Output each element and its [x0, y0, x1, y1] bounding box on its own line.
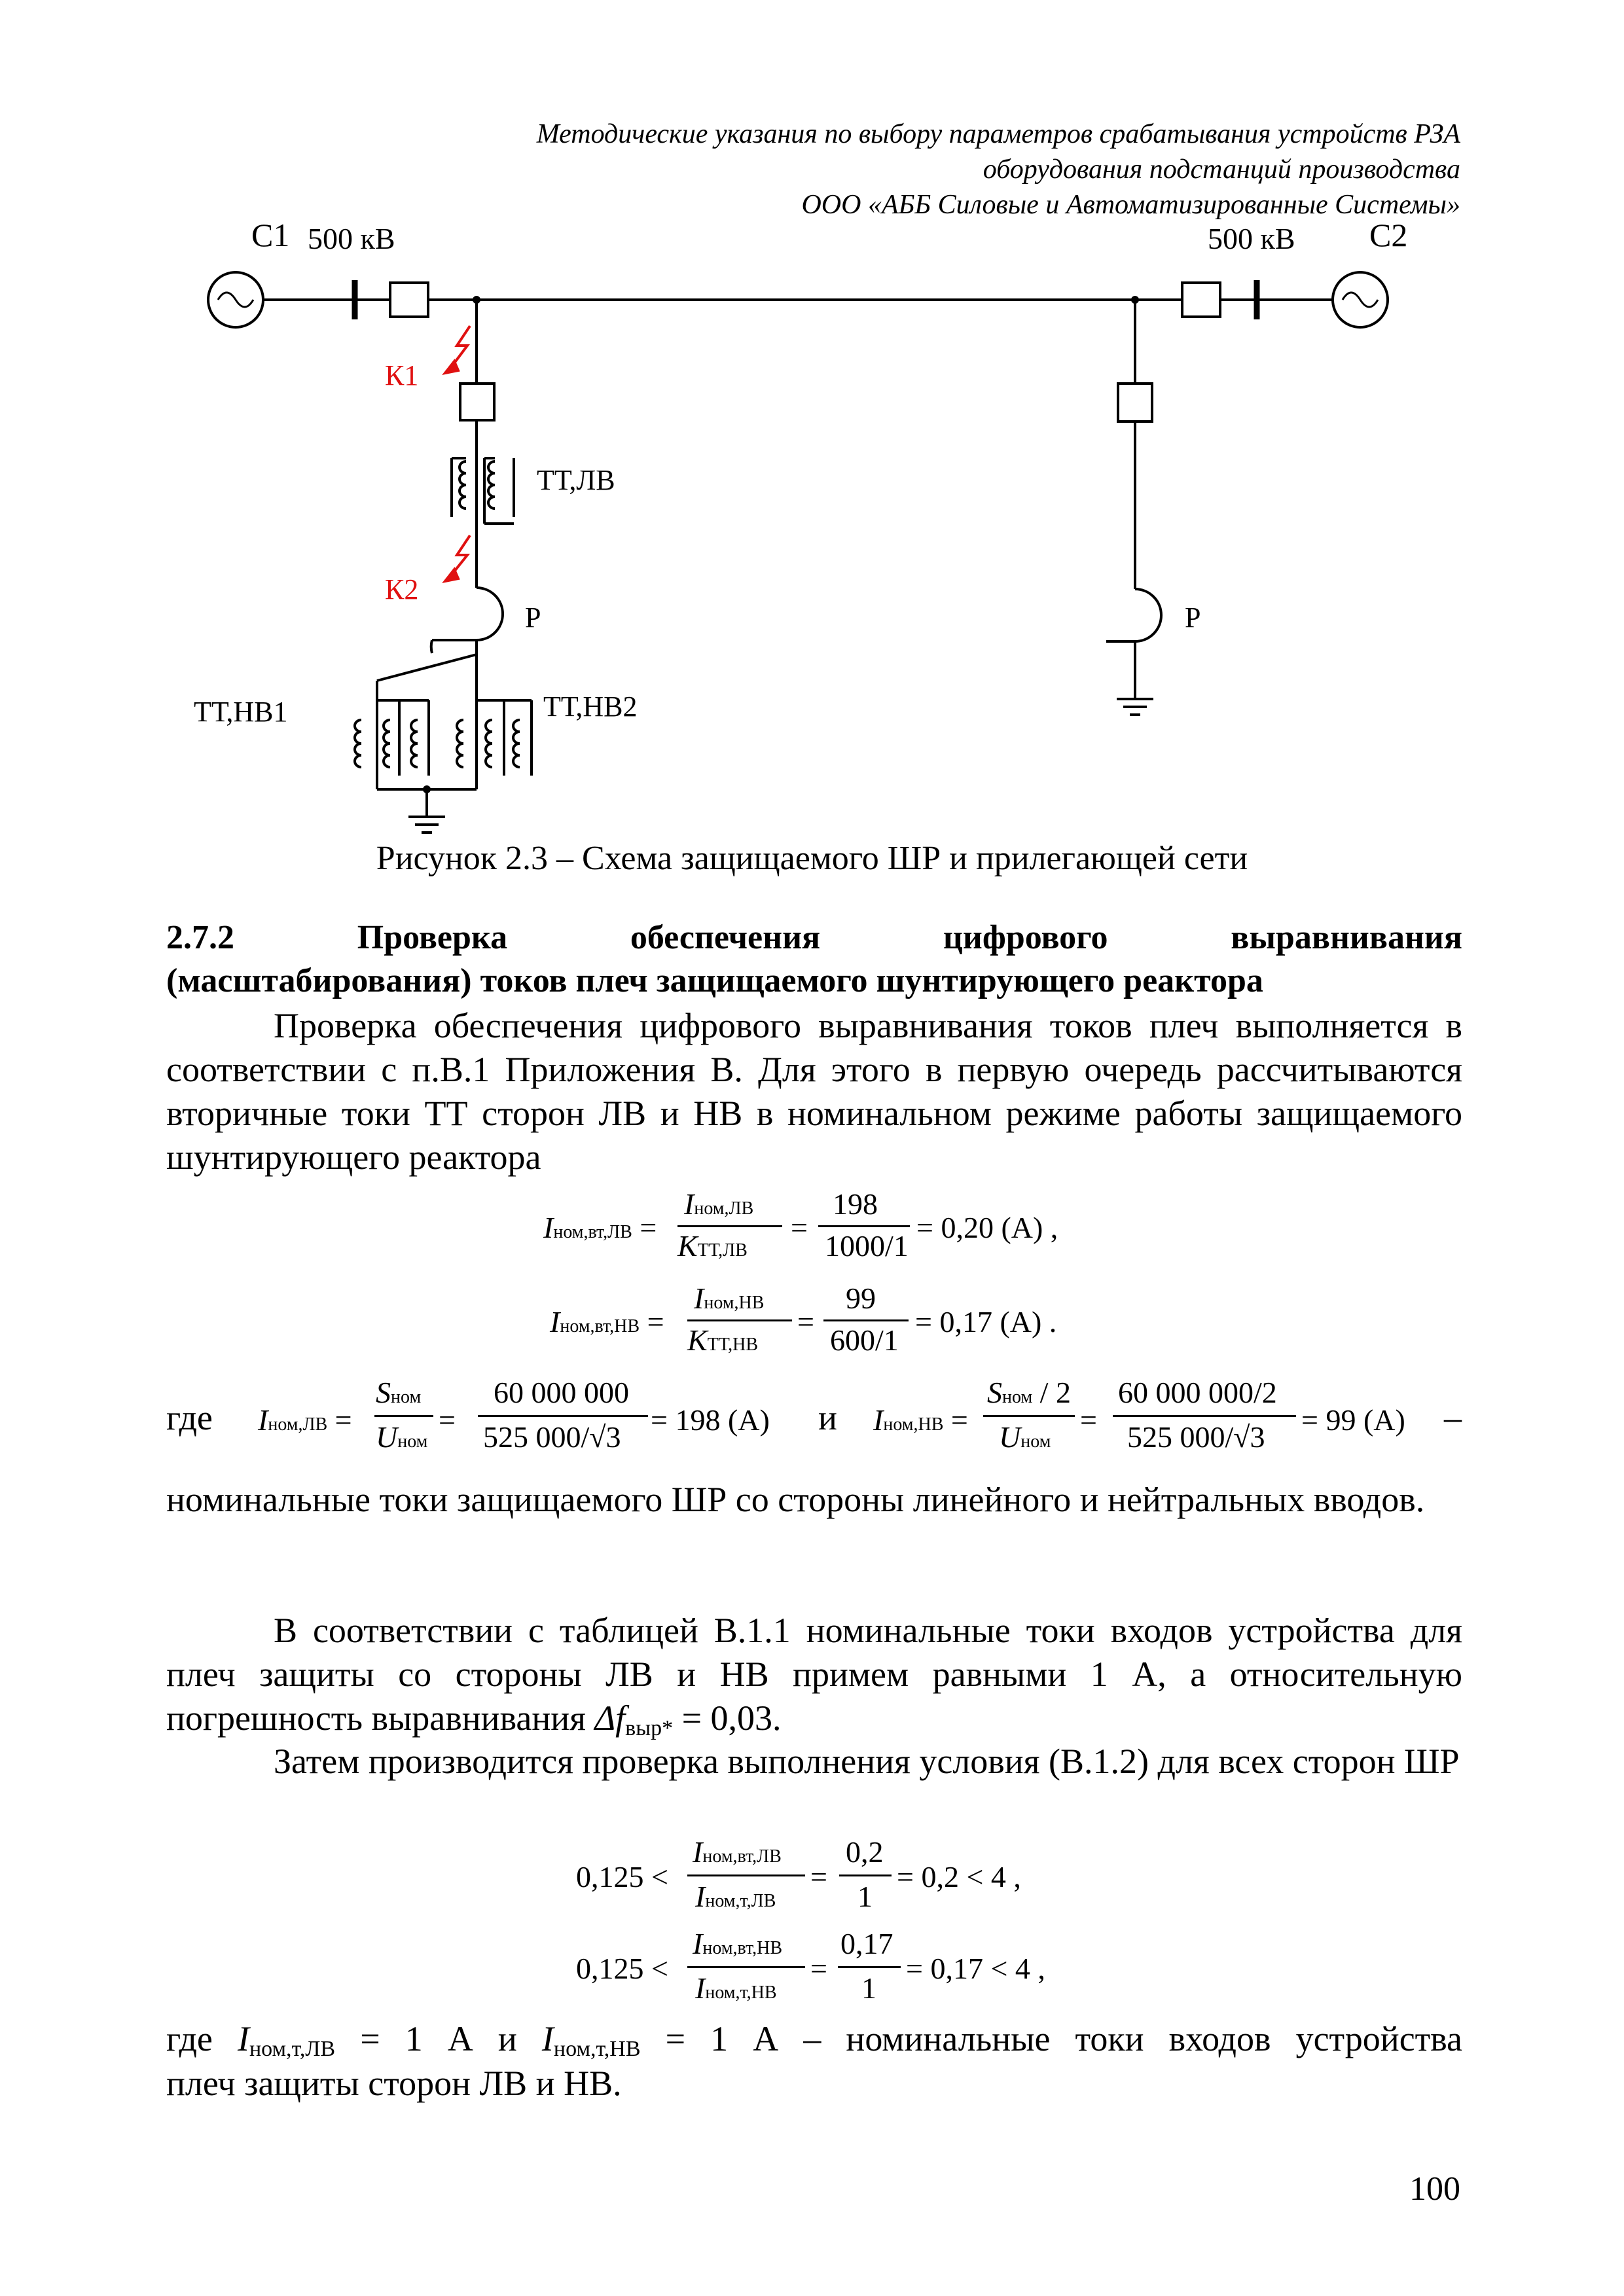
label-c1: С1	[251, 217, 290, 253]
label-kv-right: 500 кВ	[1208, 222, 1295, 255]
paragraph-3: В соответствии с таблицей В.1.1 номинальные токи входов устройства для плеч защиты со стороны ЛВ и НВ примем равными 1 А, а относительную погрешность выравнивания Δfвыр* = 0,03.	[166, 1611, 1462, 1740]
label-tt-lv: ТТ,ЛВ	[537, 464, 615, 496]
equation-3: 0,125 < Iном,вт,ЛВ Iном,т,ЛВ = 0,2 1 = 0,2 < 4 ,	[576, 1835, 1021, 1913]
paragraph-2: номинальные токи защищаемого ШР со стороны линейного и нейтральных вводов.	[166, 1480, 1425, 1519]
reactor-left-symbol	[477, 588, 503, 640]
junction-dot-right	[1131, 296, 1139, 304]
breaker-reactor-left	[460, 384, 494, 420]
reactor-right-symbol	[1135, 589, 1161, 641]
equation-1: Iном,вт,ЛВ = Iном,ЛВ KТТ,ЛВ = 198 1000/1 = 0,20 (А) ,	[543, 1187, 1058, 1263]
paragraph-5-line-2: плеч защиты сторон ЛВ и НВ.	[166, 2064, 622, 2103]
equation-2: Iном,вт,НВ = Iном,НВ KТТ,НВ = 99 600/1 = 0,17 (А) .	[550, 1282, 1057, 1357]
label-k1: К1	[385, 359, 419, 391]
breaker-right	[1182, 283, 1220, 317]
figure-caption: Рисунок 2.3 – Схема защищаемого ШР и прилегающей сети	[376, 840, 1248, 877]
junction-dot-left	[473, 296, 480, 304]
breaker-left	[390, 283, 428, 317]
equation-4: 0,125 < Iном,вт,НВ Iном,т,НВ = 0,17 1 = 0,17 < 4 ,	[576, 1927, 1045, 2005]
junction-dot-ground	[423, 785, 431, 793]
header-line-3: ООО «АББ Силовые и Автоматизированные Системы»	[801, 190, 1460, 220]
fault-k1-arrow	[445, 326, 470, 373]
paragraph-1: Проверка обеспечения цифрового выравнивания токов плеч выполняется в соответствии с п.В.1 Приложения В. Для этого в первую очередь рассчитываются вторичные токи ТТ сторон ЛВ и НВ в номинальном режиме работы защищаемого шунтирующего реактора	[166, 1006, 1462, 1177]
page-number: 100	[1409, 2170, 1460, 2208]
label-reactor-right: Р	[1185, 601, 1201, 634]
label-tt-nv2: ТТ,НВ2	[543, 691, 638, 723]
ct-nv1-symbol	[355, 700, 429, 776]
paragraph-4: Затем производится проверка выполнения условия (В.1.2) для всех сторон ШР	[274, 1742, 1460, 1781]
section-title-line-1: Проверка обеспечения цифрового выравнивания	[357, 919, 1462, 956]
label-tt-nv1: ТТ,НВ1	[194, 696, 288, 728]
fault-k2-arrow	[445, 535, 470, 581]
header-line-2: оборудования подстанций производства	[983, 154, 1460, 185]
ct-lv-symbol	[452, 458, 514, 524]
where-definitions-1: где Iном,ЛВ = Sном Uном = 60 000 000 525 000/√3 = 198 (А) и Iном,НВ = Sном / 2 Uном = 60 000 000/2 525 000/√3 = 99 (А) –	[166, 1376, 1462, 1454]
header-line-1: Методические указания по выбору параметров срабатывания устройств РЗА	[536, 119, 1460, 149]
section-title-line-2: (масштабирования) токов плеч защищаемого шунтирующего реактора	[166, 962, 1263, 999]
label-c2: С2	[1369, 217, 1408, 253]
breaker-reactor-right	[1118, 384, 1152, 422]
circuit-diagram	[0, 0, 1624, 844]
label-kv-left: 500 кВ	[308, 222, 395, 255]
section-number: 2.7.2	[166, 919, 234, 956]
label-reactor-left: Р	[525, 601, 541, 634]
ct-nv2-symbol	[457, 700, 532, 776]
paragraph-5-line-1: где Iном,т,ЛВ = 1 А и Iном,т,НВ = 1 А – номинальные токи входов устройства	[166, 2019, 1463, 2061]
section-heading	[166, 916, 1462, 1003]
label-k2: К2	[385, 573, 419, 605]
